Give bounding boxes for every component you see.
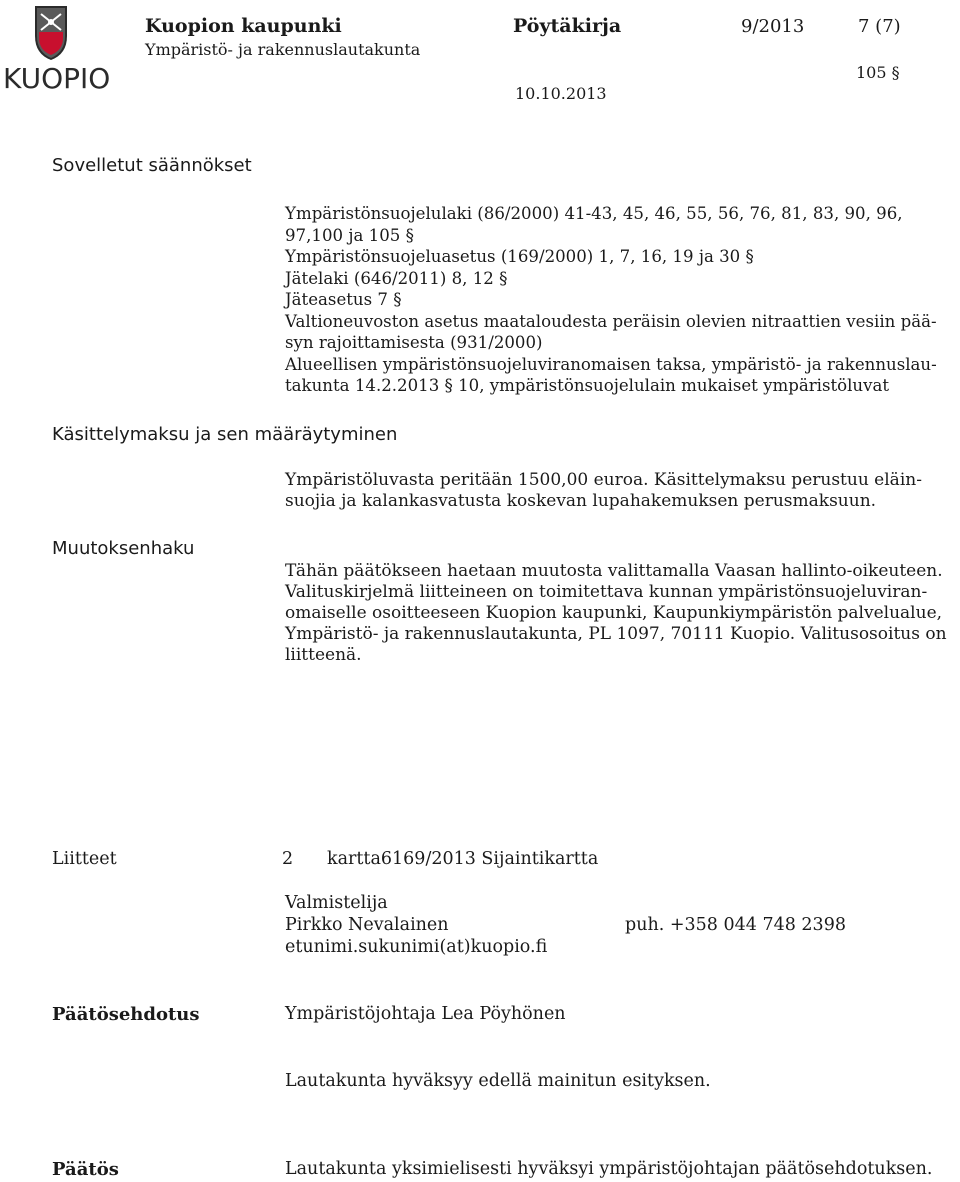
appeal-text	[285, 561, 947, 666]
decision-text: Lautakunta yksimielisesti hyväksyi ympäristöjohtajan päätösehdotuksen.	[285, 1159, 933, 1179]
applied-rules-text	[285, 203, 937, 397]
fee-label: Käsittelymaksu ja sen määräytyminen	[52, 424, 398, 445]
attachment-number: 2	[282, 849, 294, 869]
text-line: Jäteasetus 7 §	[285, 290, 402, 309]
text-line: Tähän päätökseen haetaan muutosta valittamalla Vaasan hallinto-oikeuteen.	[285, 561, 943, 581]
document-type: Pöytäkirja	[513, 15, 622, 37]
text-line: Valtioneuvoston asetus maataloudesta peräisin olevien nitraattien vesiin pää-	[285, 311, 937, 331]
page-number: 7 (7)	[858, 16, 901, 37]
attachments-label: Liitteet	[52, 849, 117, 869]
text-line: omaiselle osoitteeseen Kuopion kaupunki, Kaupunkiympäristön palvelualue,	[285, 603, 943, 623]
text-line: suojia ja kalankasvatusta koskevan lupahakemuksen perusmaksuun.	[285, 491, 877, 511]
text-line: Alueellisen ympäristönsuojeluviranomaisen taksa, ympäristö- ja rakennuslau-	[285, 354, 937, 374]
document-number: 9/2013	[741, 16, 805, 37]
text-line: syn rajoittamisesta (931/2000)	[285, 333, 543, 352]
attachment-link[interactable]: kartta6169/2013 Sijaintikartta	[327, 849, 599, 869]
preparer-title: Valmistelija	[285, 893, 388, 913]
department-name: Ympäristö- ja rakennuslautakunta	[145, 40, 421, 59]
preparer-email[interactable]: etunimi.sukunimi(at)kuopio.fi	[285, 937, 548, 957]
text-line: Ympäristöluvasta peritään 1500,00 euroa. Käsittelymaksu perustuu eläin-	[285, 470, 922, 490]
fee-text	[285, 470, 922, 512]
coat-of-arms-icon	[3, 2, 99, 64]
text-line: Jätelaki (646/2011) 8, 12 §	[285, 268, 508, 288]
text-line: 97,100 ja 105 §	[285, 225, 414, 245]
text-line: takunta 14.2.2013 § 10, ympäristönsuojelulain mukaiset ympäristöluvat	[285, 376, 890, 395]
city-name: Kuopion kaupunki	[145, 15, 342, 37]
preparer-name: Pirkko Nevalainen	[285, 915, 449, 935]
preparer-phone: puh. +358 044 748 2398	[625, 915, 846, 935]
text-line: liitteenä.	[285, 645, 362, 665]
proposal-text: Lautakunta hyväksyy edellä mainitun esityksen.	[285, 1071, 711, 1091]
kuopio-logo	[3, 2, 111, 96]
applied-rules-label: Sovelletut säännökset	[52, 155, 252, 176]
proposal-label: Päätösehdotus	[52, 1004, 200, 1025]
section-number: 105 §	[856, 63, 900, 82]
meeting-date: 10.10.2013	[515, 84, 607, 103]
appeal-label: Muutoksenhaku	[52, 538, 195, 559]
text-line: Ympäristö- ja rakennuslautakunta, PL 1097, 70111 Kuopio. Valitusosoitus on	[285, 624, 947, 644]
text-line: Ympäristönsuojeluasetus (169/2000) 1, 7, 16, 19 ja 30 §	[285, 247, 754, 266]
decision-label: Päätös	[52, 1159, 119, 1180]
text-line: Ympäristönsuojelulaki (86/2000) 41-43, 45, 46, 55, 56, 76, 81, 83, 90, 96,	[285, 204, 903, 223]
proposal-proposer: Ympäristöjohtaja Lea Pöyhönen	[285, 1004, 566, 1024]
logo-text: KUOPIO	[3, 62, 111, 95]
text-line: Valituskirjelmä liitteineen on toimitettava kunnan ympäristönsuojeluviran-	[285, 582, 928, 602]
